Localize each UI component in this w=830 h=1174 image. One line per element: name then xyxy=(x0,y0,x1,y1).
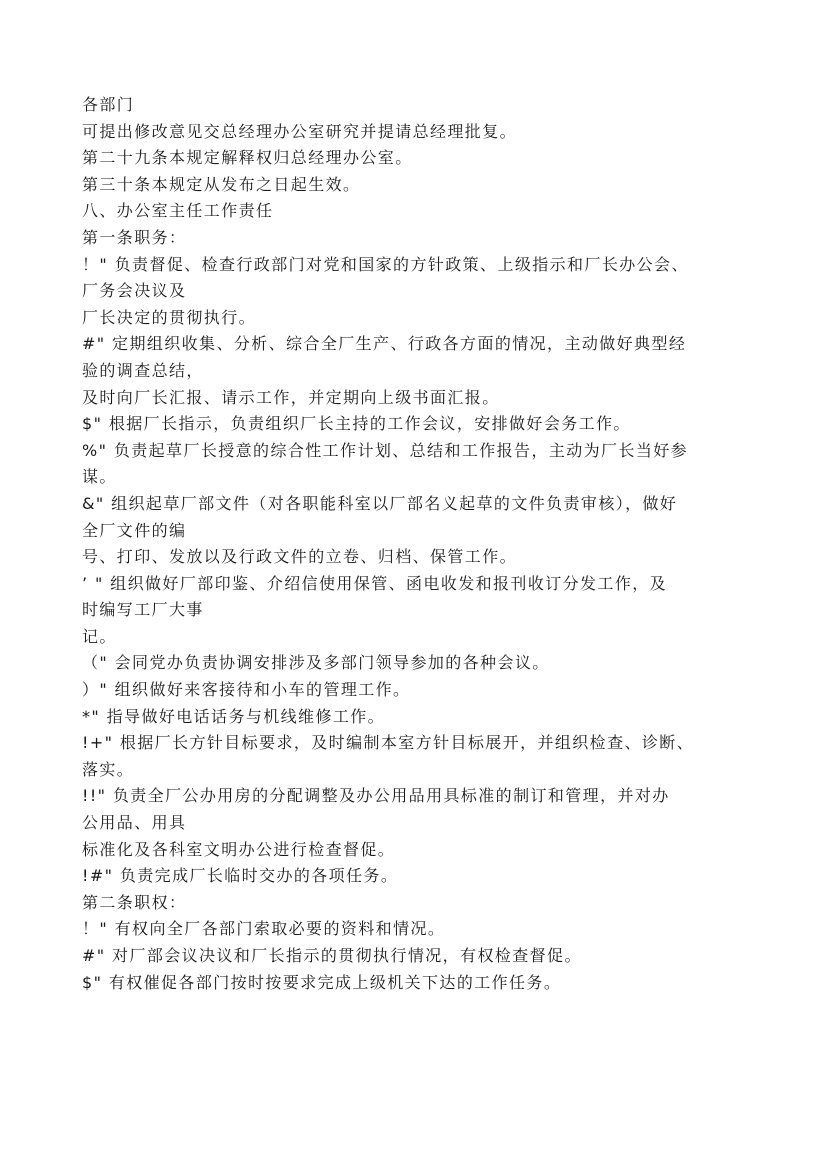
section-heading: 八、办公室主任工作责任 xyxy=(82,201,274,221)
text-line: 落实。 xyxy=(82,759,135,779)
text-line: #" 定期组织收集、分析、综合全厂生产、行政各方面的情况，主动做好典型经 xyxy=(82,334,687,354)
text-line: !#" 负责完成厂长临时交办的各项任务。 xyxy=(82,866,399,886)
text-line: &" 组织起草厂部文件（对各职能科室以厂部名义起草的文件负责审核），做好 xyxy=(82,493,678,513)
text-line: 第二十九条本规定解释权归总经理办公室。 xyxy=(82,148,413,168)
text-line: 谋。 xyxy=(82,467,117,487)
text-line: #" 对厂部会议决议和厂长指示的贯彻执行情况，有权检查督促。 xyxy=(82,946,582,965)
text-line: 厂务会决议及 xyxy=(82,281,187,301)
text-line: ’ " 组织做好厂部印鉴、介绍信使用保管、函电收发和报刊收订分发工作，及 xyxy=(82,573,668,593)
text-line: （" 会同党办负责协调安排涉及多部门领导参加的各种会议。 xyxy=(82,653,550,673)
text-line: 标准化及各科室文明办公进行检查督促。 xyxy=(82,839,396,859)
text-line: ）" 组织做好来客接待和小车的管理工作。 xyxy=(82,680,411,700)
text-line: 及时向厂长汇报、请示工作，并定期向上级书面汇报。 xyxy=(82,387,500,407)
text-line: 记。 xyxy=(82,626,117,646)
text-line: ！" 负责督促、检查行政部门对党和国家的方针政策、上级指示和厂长办公会、 xyxy=(82,254,689,274)
text-line: %" 负责起草厂长授意的综合性工作计划、总结和工作报告，主动为厂长当好参 xyxy=(82,440,689,460)
text-line: 公用品、用具 xyxy=(82,813,187,833)
text-line: 验的调查总结， xyxy=(82,360,204,380)
text-line: $" 有权催促各部门按时按要求完成上级机关下达的工作任务。 xyxy=(82,972,562,992)
text-line: 可提出修改意见交总经理办公室研究并提请总经理批复。 xyxy=(82,121,518,141)
article-heading: 第一条职务： xyxy=(82,227,187,247)
text-line: 全厂文件的编 xyxy=(82,520,187,540)
text-line: !+" 根据厂长方针目标要求，及时编制本室方针目标展开，并组织检查、诊断、 xyxy=(82,733,695,753)
text-line: !!" 负责全厂公办用房的分配调整及办公用品用具标准的制订和管理，并对办 xyxy=(82,786,670,806)
text-line: $" 根据厂长指示，负责组织厂长主持的工作会议，安排做好会务工作。 xyxy=(82,414,631,434)
text-line: *" 指导做好电话话务与机线维修工作。 xyxy=(82,706,386,726)
text-line: 第三十条本规定从发布之日起生效。 xyxy=(82,174,361,194)
text-line: ！" 有权向全厂各部门索取必要的资料和情况。 xyxy=(82,919,446,939)
text-line: 号、打印、发放以及行政文件的立卷、归档、保管工作。 xyxy=(82,547,518,567)
article-heading: 第二条职权： xyxy=(82,892,187,912)
text-line: 各部门 xyxy=(82,95,135,114)
text-line: 厂长决定的贯彻执行。 xyxy=(82,307,257,327)
text-line: 时编写工厂大事 xyxy=(82,600,204,620)
document-body xyxy=(82,92,762,996)
